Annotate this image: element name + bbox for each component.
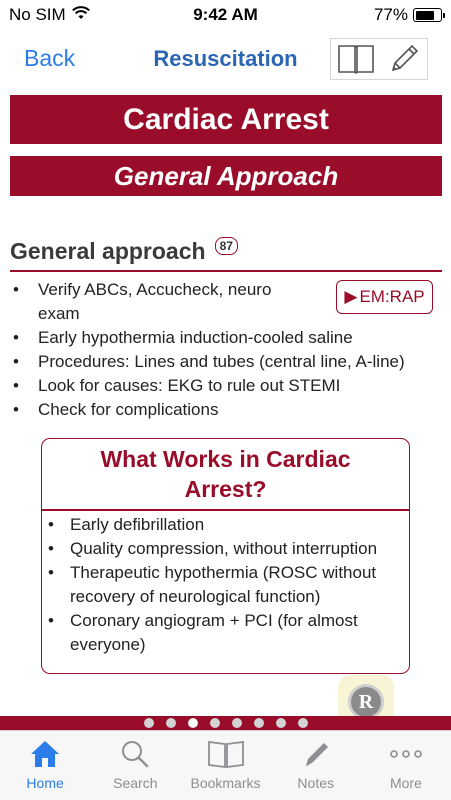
play-icon: ▶ [344,287,358,306]
page-indicator[interactable] [0,716,451,730]
tab-home[interactable] [0,731,90,800]
bookmarks-icon [206,739,246,772]
emrap-label: EM:RAP [359,287,425,306]
page-dot[interactable] [254,718,264,728]
carrier-label: No SIM [9,5,66,24]
floating-r-button[interactable] [338,675,394,716]
status-time: 9:42 AM [193,5,258,24]
r-logo-icon: R [348,684,384,716]
what-works-list [42,511,409,657]
tab-label: More [389,775,422,791]
page-dot[interactable] [232,718,242,728]
pencil-icon[interactable] [387,42,421,76]
general-approach-list [10,278,442,422]
tab-notes[interactable] [271,731,361,800]
navigation-bar [0,30,451,90]
list-item: • Verify ABCs, Accucheck, neuro exam [10,278,442,326]
list-item: • Procedures: Lines and tubes (central line, A-line) [10,350,442,374]
wifi-icon [72,5,90,25]
carrier-info [9,5,90,25]
list-item: • Look for causes: EKG to rule out STEMI [10,374,442,398]
tab-label: Home [26,775,64,791]
page-dot[interactable] [144,718,154,728]
banner-title: Cardiac Arrest [10,95,442,144]
tab-bar [0,730,451,800]
battery-icon [413,8,442,22]
battery-fill [416,11,434,20]
tab-more[interactable] [361,731,451,800]
page-dot[interactable] [276,718,286,728]
battery-percent: 77% [373,5,408,24]
list-item: • Early hypothermia induction-cooled saline [10,326,442,350]
reference-badge[interactable]: 87 [215,237,238,255]
list-item: • Coronary angiogram + PCI (for almost everyone) [46,609,405,657]
list-item: • Early defibrillation [46,513,405,537]
search-icon [119,739,151,772]
box-title: What Works in Cardiac Arrest? [100,446,351,502]
page-dot[interactable] [166,718,176,728]
more-icon [386,739,426,772]
list-item: • Therapeutic hypothermia (ROSC without recovery of neurological function) [46,561,405,609]
home-icon [29,739,61,772]
page-title: Resuscitation [153,46,298,71]
section-title: General approach [10,238,206,264]
tab-label: Notes [297,775,334,791]
tab-label: Bookmarks [190,775,261,791]
tab-search[interactable] [90,731,180,800]
content-area[interactable] [0,90,451,716]
section-divider [10,270,442,272]
book-icon[interactable] [337,43,375,75]
list-item: • Quality compression, without interruption [46,537,405,561]
page-dot[interactable] [210,718,220,728]
list-item: • Check for complications [10,398,442,422]
what-works-box [41,438,410,674]
section-heading [10,238,238,265]
page-dot[interactable] [188,718,198,728]
status-bar [0,0,451,30]
tab-bookmarks[interactable] [180,731,270,800]
banner-subtitle: General Approach [10,156,442,196]
tab-label: Search [113,775,158,791]
page-dot[interactable] [298,718,308,728]
notes-icon [300,739,332,772]
battery-status [374,5,442,25]
nav-tools [330,38,428,80]
back-button[interactable]: Back [24,45,76,71]
